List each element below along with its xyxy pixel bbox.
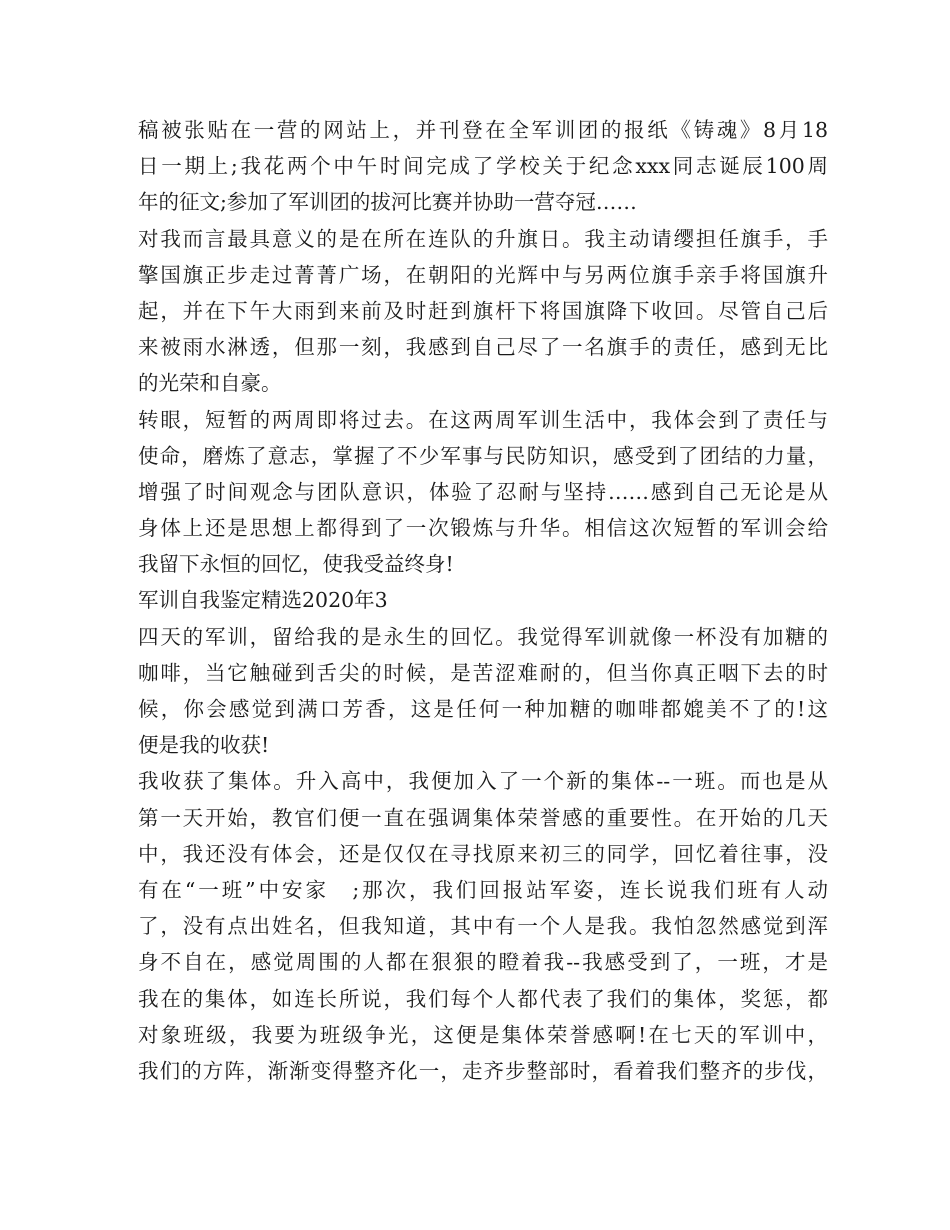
- text-line: 转眼，短暂的两周即将过去。在这两周军训生活中，我体会到了责任与: [138, 407, 828, 432]
- text-line: 第一天开始，教官们便一直在强调集体荣誉感的重要性。在开始的几天: [138, 805, 828, 830]
- text-line: 年的征文;参加了军训团的拔河比赛并协助一营夺冠……: [138, 190, 637, 215]
- text-line: 中，我还没有体会，还是仅仅在寻找原来初三的同学，回忆着往事，没: [138, 841, 828, 866]
- text-line: 了，没有点出姓名，但我知道，其中有一个人是我。我怕忽然感觉到浑: [138, 914, 828, 939]
- text-line: 我们的方阵，渐渐变得整齐化一，走齐步整部时，看着我们整齐的步伐，: [138, 1058, 828, 1083]
- text-line: 对象班级，我要为班级争光，这便是集体荣誉感啊!在七天的军训中，: [138, 1022, 828, 1047]
- text-line: 四天的军训，留给我的是永生的回忆。我觉得军训就像一杯没有加糖的: [138, 624, 828, 649]
- text-line: 对我而言最具意义的是在所在连队的升旗日。我主动请缨担任旗手，手: [138, 226, 828, 251]
- text-line: 稿被张贴在一营的网站上，并刊登在全军训团的报纸《铸魂》8月18: [138, 118, 828, 142]
- text-line: 起，并在下午大雨到来前及时赶到旗杆下将国旗降下收回。尽管自己后: [138, 298, 828, 323]
- text-line: 日一期上;我花两个中午时间完成了学校关于纪念xxx同志诞辰100周: [138, 154, 828, 179]
- text-line: 我在的集体，如连长所说，我们每个人都代表了我们的集体，奖惩，都: [138, 986, 828, 1011]
- document-body: [138, 112, 828, 1089]
- text-line: 便是我的收获!: [138, 733, 270, 758]
- text-line: 我留下永恒的回忆，使我受益终身!: [138, 552, 454, 577]
- text-line: 使命，磨炼了意志，掌握了不少军事与民防知识，感受到了团结的力量，: [138, 443, 828, 468]
- text-line: 来被雨水淋透，但那一刻，我感到自己尽了一名旗手的责任，感到无比: [138, 335, 828, 360]
- text-line: 咖啡，当它触碰到舌尖的时候，是苦涩难耐的，但当你真正咽下去的时: [138, 660, 828, 685]
- text-line: 增强了时间观念与团队意识，体验了忍耐与坚持……感到自己无论是从: [138, 479, 828, 504]
- text-line: 军训自我鉴定精选2020年3: [138, 588, 388, 613]
- text-line: 的光荣和自豪。: [138, 371, 282, 396]
- text-line: 候，你会感觉到满口芳香，这是任何一种加糖的咖啡都媲美不了的!这: [138, 697, 828, 721]
- text-line: 我收获了集体。升入高中，我便加入了一个新的集体--一班。而也是从: [138, 769, 828, 794]
- text-line: 有在“一班”中安家 ;那次，我们回报站军姿，连长说我们班有人动: [138, 877, 828, 902]
- text-line: 身不自在，感觉周围的人都在狠狠的瞪着我--我感受到了，一班，才是: [138, 950, 828, 975]
- text-line: 身体上还是思想上都得到了一次锻炼与升华。相信这次短暂的军训会给: [138, 516, 828, 541]
- text-line: 擎国旗正步走过菁菁广场，在朝阳的光辉中与另两位旗手亲手将国旗升: [138, 262, 828, 287]
